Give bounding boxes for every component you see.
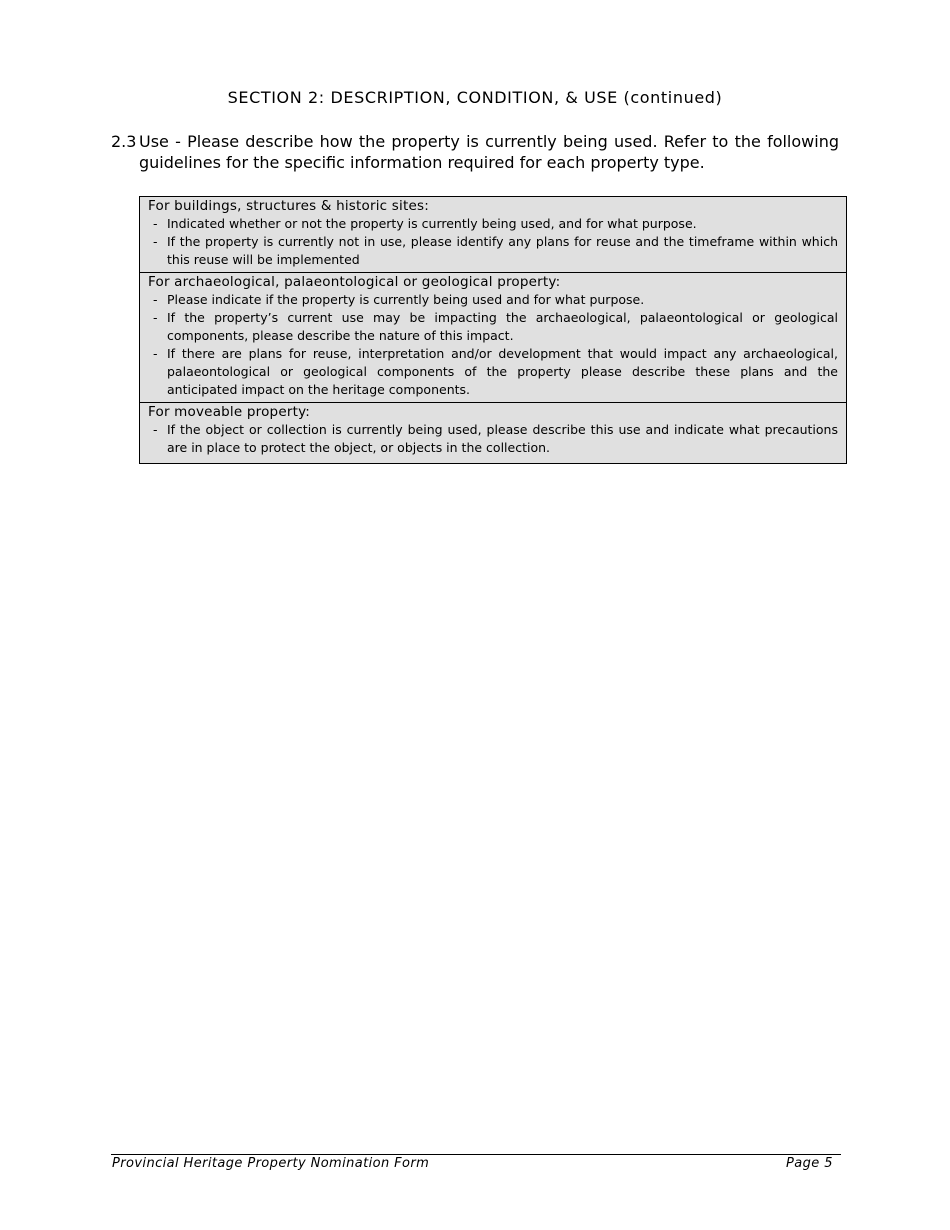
section-title: SECTION 2: DESCRIPTION, CONDITION, & USE (continued) <box>227 88 723 107</box>
footer-form-name: Provincial Heritage Property Nomination Form <box>112 1156 430 1171</box>
footer-divider <box>111 1154 841 1155</box>
group-heading: For buildings, structures & historic sites: <box>148 198 429 214</box>
bullet-item <box>148 309 838 345</box>
guideline-group-buildings <box>140 197 846 273</box>
bullet-text: If the object or collection is currently being used, please describe this use and indicate what precautions are in place to protect the object, or objects in the collection. <box>167 422 838 455</box>
bullet-dash: - <box>153 422 158 437</box>
bullet-item <box>148 233 838 269</box>
bullet-text: Indicated whether or not the property is currently being used, and for what purpose. <box>167 216 697 231</box>
footer-page-number: Page 5 <box>786 1156 833 1171</box>
bullet-item <box>148 345 838 399</box>
group-heading: For moveable property: <box>148 404 311 420</box>
guideline-group-archaeological <box>140 273 846 403</box>
bullet-list <box>148 215 838 269</box>
bullet-dash: - <box>153 216 158 231</box>
bullet-dash: - <box>153 310 158 325</box>
bullet-text: If there are plans for reuse, interpretation and/or development that would impact any archaeological, palaeontological or geological components of the property please describe these plans and the anticipated impact on the heritage components. <box>167 346 838 397</box>
bullet-dash: - <box>153 234 158 249</box>
bullet-dash: - <box>153 292 158 307</box>
bullet-text: If the property is currently not in use, please identify any plans for reuse and the timeframe within which this reuse will be implemented <box>167 234 838 267</box>
bullet-text: Please indicate if the property is currently being used and for what purpose. <box>167 292 645 307</box>
guidelines-table <box>139 196 847 464</box>
question-text: Use - Please describe how the property is currently being used. Refer to the following guidelines for the specific information required for each property type. <box>139 132 839 172</box>
group-heading: For archaeological, palaeontological or geological property: <box>148 274 561 290</box>
bullet-text: If the property’s current use may be impacting the archaeological, palaeontological or geological components, please describe the nature of this impact. <box>167 310 838 343</box>
bullet-item <box>148 215 838 233</box>
bullet-dash: - <box>153 346 158 361</box>
bullet-item <box>148 291 838 309</box>
guideline-group-moveable <box>140 403 846 463</box>
bullet-item <box>148 421 838 457</box>
question-number: 2.3 <box>111 132 137 151</box>
bullet-list <box>148 421 838 457</box>
bullet-list <box>148 291 838 399</box>
question-2-3 <box>111 131 839 173</box>
